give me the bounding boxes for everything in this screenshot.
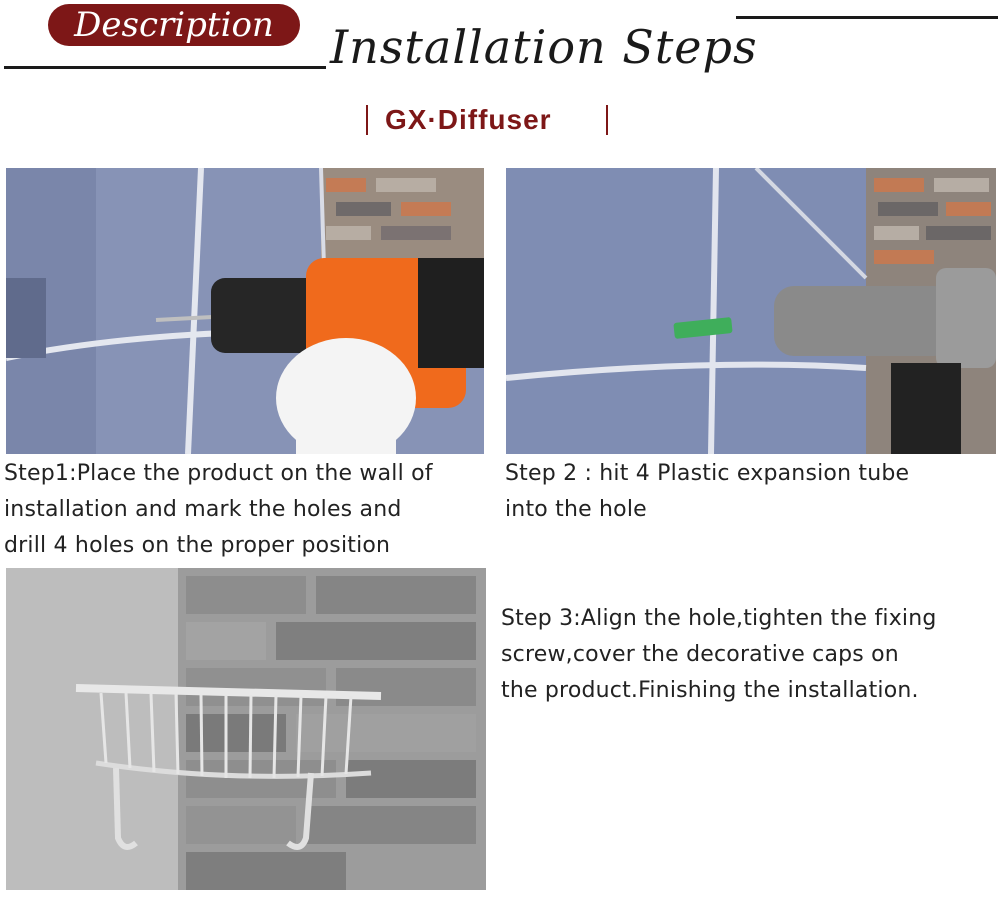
brand-divider-right: [606, 105, 608, 135]
page-title: Installation Steps: [330, 20, 758, 74]
step3-line-3: the product.Finishing the installation.: [501, 678, 919, 703]
step1-drill-photo: [6, 168, 484, 454]
step3-caption: [501, 601, 937, 709]
description-badge: Description: [48, 4, 300, 46]
header-rule-right: [736, 16, 998, 19]
step2-line-1: Step 2 : hit 4 Plastic expansion tube: [505, 461, 910, 486]
step2-line-2: into the hole: [505, 497, 647, 522]
header-rule-left: [4, 66, 326, 69]
step1-line-3: drill 4 holes on the proper position: [4, 533, 391, 558]
brand-divider-left: [366, 105, 368, 135]
step3-basket-photo: [6, 568, 486, 890]
step2-hammer-photo: [506, 168, 996, 454]
step2-caption: [505, 456, 909, 528]
step1-line-1: Step1:Place the product on the wall of: [4, 461, 433, 486]
brand-name: GX·Diffuser: [385, 104, 552, 135]
step3-line-1: Step 3:Align the hole,tighten the fixing: [501, 606, 937, 631]
step1-caption: [4, 456, 433, 564]
step1-line-2: installation and mark the holes and: [4, 497, 402, 522]
step3-line-2: screw,cover the decorative caps on: [501, 642, 899, 667]
